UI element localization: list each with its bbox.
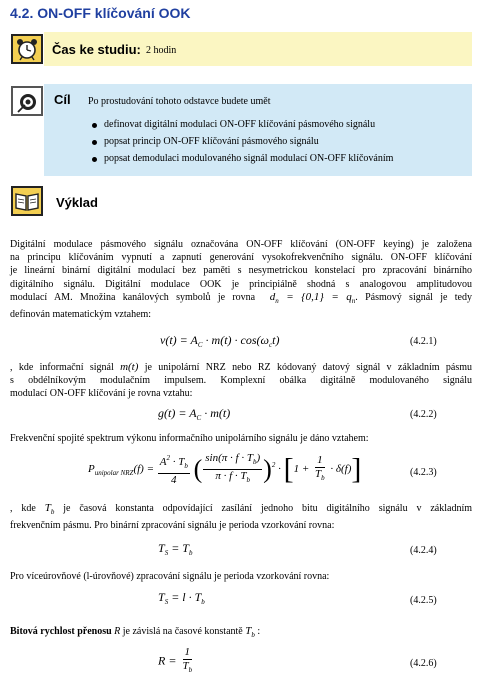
text-line: na principu klíčováním vypnutí a zapnutí generování vysokofrekvenčního signálu. ON-OFF klíčování bbox=[10, 252, 472, 264]
text-line: modulací ON-OFF klíčování je rovna vztahu: bbox=[10, 388, 193, 400]
paragraph-3 bbox=[10, 432, 472, 445]
paragraph-4 bbox=[10, 502, 472, 532]
text-line: Frekvenční spojité spektrum výkonu informačního unipolárního signálu je dáno vztahem: bbox=[10, 433, 369, 444]
text-line: digitálního signálu. Digitální modulace OOK je principiálně shodná s analogovou amplitudovou bbox=[10, 278, 472, 290]
equation-number: (4.2.1) bbox=[410, 336, 437, 347]
paragraph-2 bbox=[10, 361, 472, 401]
text-line: Pro víceúrovňové (l-úrovňové) zpracování signálu je perioda vzorkování rovna: bbox=[10, 571, 330, 582]
equation-4-2-4: $T_S = T_b$ bbox=[158, 541, 193, 557]
list-item: definovat digitální modulaci ON-OFF klíčování pásmového signálu bbox=[92, 118, 393, 135]
list-item: popsat demodulaci modulovaného signál modulací ON-OFF klíčováním bbox=[92, 152, 393, 169]
equation-4-2-2: $g(t) = A_C \cdot m(t)$ bbox=[158, 406, 231, 422]
text-line: frekvenčním pásmu. Pro binární zpracování signálu je perioda vzorkování rovna: bbox=[10, 520, 335, 532]
list-item: popsat princip ON-OFF klíčování pásmového signálu bbox=[92, 135, 393, 152]
equation-4-2-5: $T_S = l \cdot T_b$ bbox=[158, 590, 205, 606]
text-line: , kde $T_b$ je časová konstanta odpovídající zasílání jednoho bitu digitálního signálu v základním bbox=[10, 502, 473, 516]
open-book-icon bbox=[11, 186, 43, 216]
equation-number: (4.2.3) bbox=[410, 467, 437, 478]
target-icon bbox=[11, 86, 43, 116]
alarm-clock-icon bbox=[11, 34, 43, 64]
explanation-label: Výklad bbox=[56, 195, 98, 210]
text-line: modulací AM. Množina kanálových symbolů je rovna $d_n = \{0,1\} = q_n$. Pásmový signál je tedy bbox=[10, 290, 472, 305]
equation-4-2-3: $P_{unipolar NRZ}(f)$ = $\frac{A^2 \cdot T_b}{4}$ ( $\frac{\sin(\pi \cdot f \cdot T_b)}{\pi \cdot f \cdot T_b}$ )$^2$ · [1 + $\frac{1}{T_b}$ · δ(f)] bbox=[88, 452, 362, 486]
equation-number: (4.2.2) bbox=[410, 409, 437, 420]
equation-4-2-6: R = $\frac{1}{T_b}$ bbox=[158, 646, 193, 674]
study-time-value: 2 hodin bbox=[146, 45, 177, 56]
text-line: Bitová rychlost přenosu R je závislá na časové konstantě $T_b$ : bbox=[10, 625, 261, 639]
paragraph-1 bbox=[10, 238, 472, 321]
study-time-label: Čas ke studiu: bbox=[52, 42, 141, 57]
section-heading: 4.2. ON-OFF klíčování OOK bbox=[10, 5, 191, 21]
equation-4-2-1: $v(t) = A_C \cdot m(t) \cdot \cos(\omega_ct)$ bbox=[160, 333, 280, 349]
paragraph-6 bbox=[10, 625, 472, 642]
goal-label: Cíl bbox=[54, 92, 71, 107]
text-line: Digitální modulace pásmového signálu označována ON-OFF klíčování (ON-OFF keying) je založena bbox=[10, 239, 472, 250]
text-line: s obdélníkovým modulačním impulsem. Komplexní obálka digitálně modulovaného signálu bbox=[10, 375, 472, 387]
text-line: , kde informační signál m(t) je unipolární NRZ nebo RZ kódovaný datový signál v základním pásmu bbox=[10, 361, 473, 373]
equation-number: (4.2.6) bbox=[410, 658, 437, 669]
paragraph-5 bbox=[10, 570, 472, 583]
equation-number: (4.2.4) bbox=[410, 545, 437, 556]
text-line: definován matematickým vztahem: bbox=[10, 309, 152, 321]
equation-number: (4.2.5) bbox=[410, 595, 437, 606]
goal-list bbox=[92, 118, 393, 169]
text-line: je lineární binární digitální modulací bez paměti s nesymetrickou konstelací pro zpracování binárního bbox=[10, 265, 472, 277]
goal-intro: Po prostudování tohoto odstavce budete umět bbox=[88, 96, 271, 107]
